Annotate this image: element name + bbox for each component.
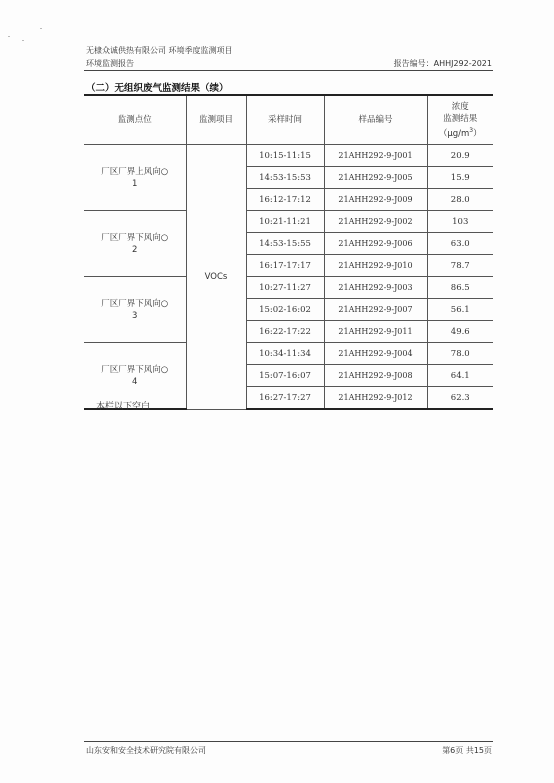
time-cell: 10:15-11:15 xyxy=(246,145,324,167)
header-result-unit: $(\mu g/m^3)$ xyxy=(438,126,482,139)
table-row xyxy=(84,277,493,299)
value-cell: 64.1 xyxy=(427,365,493,387)
sample-cell: 21AHH292-9-J008 xyxy=(324,365,427,387)
scan-speck xyxy=(22,40,24,41)
section-title: （二）无组织废气监测结果（续） xyxy=(86,83,229,94)
value-cell: 15.9 xyxy=(427,167,493,189)
time-cell: 14:53-15:55 xyxy=(246,233,324,255)
sample-cell: 21AHH292-9-J003 xyxy=(324,277,427,299)
footer-institute: 山东安和安全技术研究院有限公司 xyxy=(86,746,206,755)
sample-cell: 21AHH292-9-J006 xyxy=(324,233,427,255)
table-header-row xyxy=(84,95,493,145)
header-location: 监测点位 xyxy=(84,95,186,145)
header-divider xyxy=(84,70,493,71)
time-cell: 16:12-17:12 xyxy=(246,189,324,211)
value-cell: 56.1 xyxy=(427,299,493,321)
header-report-number: 报告编号：AHHJ292-2021 xyxy=(393,59,492,68)
sample-cell: 21AHH292-9-J002 xyxy=(324,211,427,233)
sample-cell: 21AHH292-9-J010 xyxy=(324,255,427,277)
value-cell: 78.0 xyxy=(427,343,493,365)
table-row xyxy=(84,343,493,365)
header-result xyxy=(427,95,493,145)
sample-cell: 21AHH292-9-J001 xyxy=(324,145,427,167)
location-cell: 厂区厂界上风向○ 1 xyxy=(84,145,186,211)
sample-cell: 21AHH292-9-J005 xyxy=(324,167,427,189)
value-cell: 20.9 xyxy=(427,145,493,167)
time-cell: 15:07-16:07 xyxy=(246,365,324,387)
time-cell: 15:02-16:02 xyxy=(246,299,324,321)
header-sampling-time: 采样时间 xyxy=(246,95,324,145)
time-cell: 16:17-17:17 xyxy=(246,255,324,277)
location-cell: 厂区厂界下风向○ 2 xyxy=(84,211,186,277)
time-cell: 10:27-11:27 xyxy=(246,277,324,299)
time-cell: 16:27-17:27 xyxy=(246,387,324,410)
header-sample-number: 样品编号 xyxy=(324,95,427,145)
header-company-project: 无棣众诚供热有限公司 环境季度监测项目 xyxy=(86,46,233,55)
time-cell: 14:53-15:53 xyxy=(246,167,324,189)
value-cell: 103 xyxy=(427,211,493,233)
sample-cell: 21AHH292-9-J011 xyxy=(324,321,427,343)
value-cell: 78.7 xyxy=(427,255,493,277)
value-cell: 49.6 xyxy=(427,321,493,343)
header-doc-type: 环境监测报告 xyxy=(86,59,134,68)
time-cell: 10:34-11:34 xyxy=(246,343,324,365)
time-cell: 10:21-11:21 xyxy=(246,211,324,233)
header-result-line1: 浓度 xyxy=(451,101,469,112)
value-cell: 28.0 xyxy=(427,189,493,211)
blank-below-note: 本栏以下空白 xyxy=(96,402,151,412)
time-cell: 16:22-17:22 xyxy=(246,321,324,343)
value-cell: 63.0 xyxy=(427,233,493,255)
header-item: 监测项目 xyxy=(186,95,246,145)
table-row xyxy=(84,211,493,233)
scan-speck xyxy=(40,28,42,29)
footer-page-number: 第6页 共15页 xyxy=(442,746,492,755)
table-row xyxy=(84,145,493,167)
sample-cell: 21AHH292-9-J009 xyxy=(324,189,427,211)
sample-cell: 21AHH292-9-J004 xyxy=(324,343,427,365)
scan-speck xyxy=(8,36,10,37)
sample-cell: 21AHH292-9-J007 xyxy=(324,299,427,321)
value-cell: 86.5 xyxy=(427,277,493,299)
item-cell: VOCs xyxy=(186,145,246,410)
location-cell: 厂区厂界下风向○ 3 xyxy=(84,277,186,343)
sample-cell: 21AHH292-9-J012 xyxy=(324,387,427,410)
value-cell: 62.3 xyxy=(427,387,493,410)
results-table xyxy=(84,94,493,410)
footer-divider xyxy=(84,741,493,742)
header-result-line2: 监测结果 xyxy=(443,113,478,124)
location-cell: 厂区厂界下风向○ 4 xyxy=(84,343,186,410)
